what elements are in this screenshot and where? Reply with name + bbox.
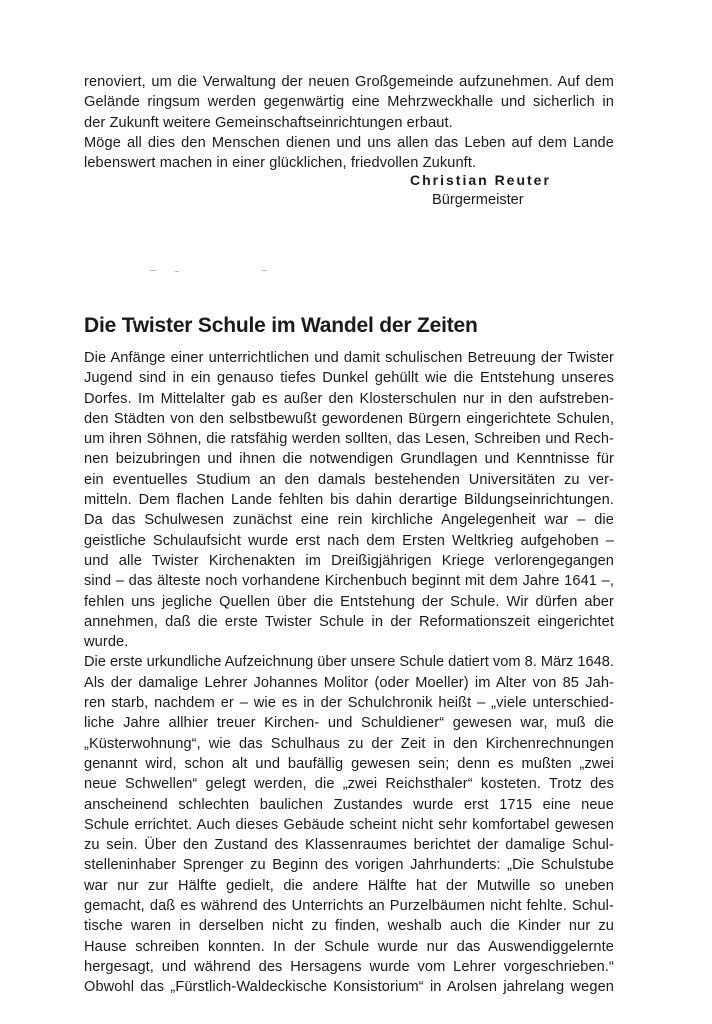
text-line: Hause schreiben konnten. In der Schule wurde nur das Auswendiggelernte [84, 938, 614, 955]
text-line: Möge all dies den Menschen dienen und uns allen das Leben auf dem Lande [84, 134, 614, 151]
text-line: ren starb, nachdem er – wie es in der Schulchronik heißt – „viele unterschied- [84, 695, 614, 712]
text-line: Die erste urkundliche Aufzeichnung über unsere Schule datiert vom 8. März 1648. [84, 654, 614, 671]
text-line: anscheinend schlechten baulichen Zustandes wurde erst 1715 eine neue [84, 796, 614, 813]
text-line: renoviert, um die Verwaltung der neuen Großgemeinde aufzunehmen. Auf dem [84, 74, 614, 90]
text-line: stelleninhaber Sprenger zu Beginn des vorigen Jahrhunderts: „Die Schulstube [84, 857, 614, 874]
text-line: zu sein. Über den Zustand des Klassenraumes berichtet der damalige Schul- [84, 837, 614, 854]
text-line: den Städten von den selbstbewußt gewordenen Bürgern eingerichtete Schulen, [84, 410, 614, 427]
text-line: Die Anfänge einer unterrichtlichen und damit schulischen Betreuung der Twister [84, 350, 614, 366]
text-line: Gelände ringsum werden gegenwärtig eine Mehrzweckhalle und sicherlich in [84, 94, 614, 111]
text-line: genannt wird, schon alt und baufällig gewesen sein; denn es mußten „zwei [84, 755, 614, 772]
text-line: annehmen, daß die erste Twister Schule in der Reformationszeit eingerichtet [84, 613, 614, 630]
text-line: Als der damalige Lehrer Johannes Molitor (oder Moeller) im Alter von 85 Jah- [84, 674, 614, 691]
text-line: Da das Schulwesen zunächst eine rein kirchliche Angelegenheit war – die [84, 512, 614, 529]
text-line: neue Schwellen“ gelegt werden, die „zwei Reichsthaler“ kosteten. Trotz des [84, 776, 614, 793]
signature-role: Bürgermeister [432, 192, 524, 208]
text-line: und alle Twister Kirchenakten im Dreißigjährigen Kriege verlorengegangen [84, 552, 614, 569]
text-line: hergesagt, und während des Hersagens wurde vom Lehrer vorgeschrieben.“ [84, 958, 614, 975]
text-line: mitteln. Dem flachen Lande fehlten bis dahin derartige Bildungseinrichtungen. [84, 492, 614, 509]
section-title: Die Twister Schule im Wandel der Zeiten [84, 314, 478, 337]
text-line: nen beizubringen und ihnen die notwendigen Grundlagen und Kenntnisse für [84, 451, 614, 468]
text-line: war nur zur Hälfte gedielt, die andere Hälfte hat der Mutwille so uneben [84, 877, 614, 894]
text-line: fehlen uns jegliche Quellen über die Entstehung der Schule. Wir dürfen aber [84, 593, 614, 610]
scan-speck [150, 270, 156, 271]
text-line: tische waren in derselben nicht zu finden, weshalb auch die Kinder nur zu [84, 918, 614, 935]
text-line: liche Jahre allhier treuer Kirchen- und Schuldiener“ gewesen war, muß die [84, 715, 614, 732]
text-line: geistliche Schulaufsicht wurde erst nach dem Ersten Weltkrieg aufgehoben – [84, 532, 614, 549]
text-line: ein eventuelles Studium an den damals bestehenden Universitäten zu ver- [84, 471, 614, 488]
signature-name: Christian Reuter [410, 172, 551, 188]
text-line: Obwohl das „Fürstlich-Waldeckische Konsistorium“ in Arolsen jahrelang wegen [84, 979, 614, 996]
text-line: lebenswert machen in einer glücklichen, friedvollen Zukunft. [84, 155, 477, 172]
intro-paragraph [84, 72, 614, 173]
text-line: der Zukunft weitere Gemeinschaftseinrichtungen erbaut. [84, 114, 453, 131]
text-line: Schule errichtet. Auch dieses Gebäude scheint nicht sehr komfortabel gewesen [84, 816, 614, 833]
text-line: sind – das älteste noch vorhandene Kirchenbuch beginnt mit dem Jahre 1641 –, [84, 573, 614, 590]
text-line: um ihren Söhnen, die ratsfähig werden sollten, das Lesen, Schreiben und Rech- [84, 431, 614, 448]
text-line: Dorfes. Im Mittelalter gab es außer den Klosterschulen nur in den aufstreben- [84, 390, 614, 407]
body-text [84, 348, 614, 998]
scan-speck [262, 270, 267, 271]
scan-speck [175, 271, 179, 272]
text-line: „Küsterwohnung“, wie das Schulhaus zu der Zeit in den Kirchenrechnungen [84, 735, 614, 752]
text-line: gemacht, daß es während des Unterrichts an Purzelbäumen nicht fehlte. Schul- [84, 898, 614, 915]
text-line: wurde. [84, 634, 129, 651]
text-line: Jugend sind in ein genauso tiefes Dunkel gehüllt wie die Entstehung unseres [84, 370, 614, 387]
